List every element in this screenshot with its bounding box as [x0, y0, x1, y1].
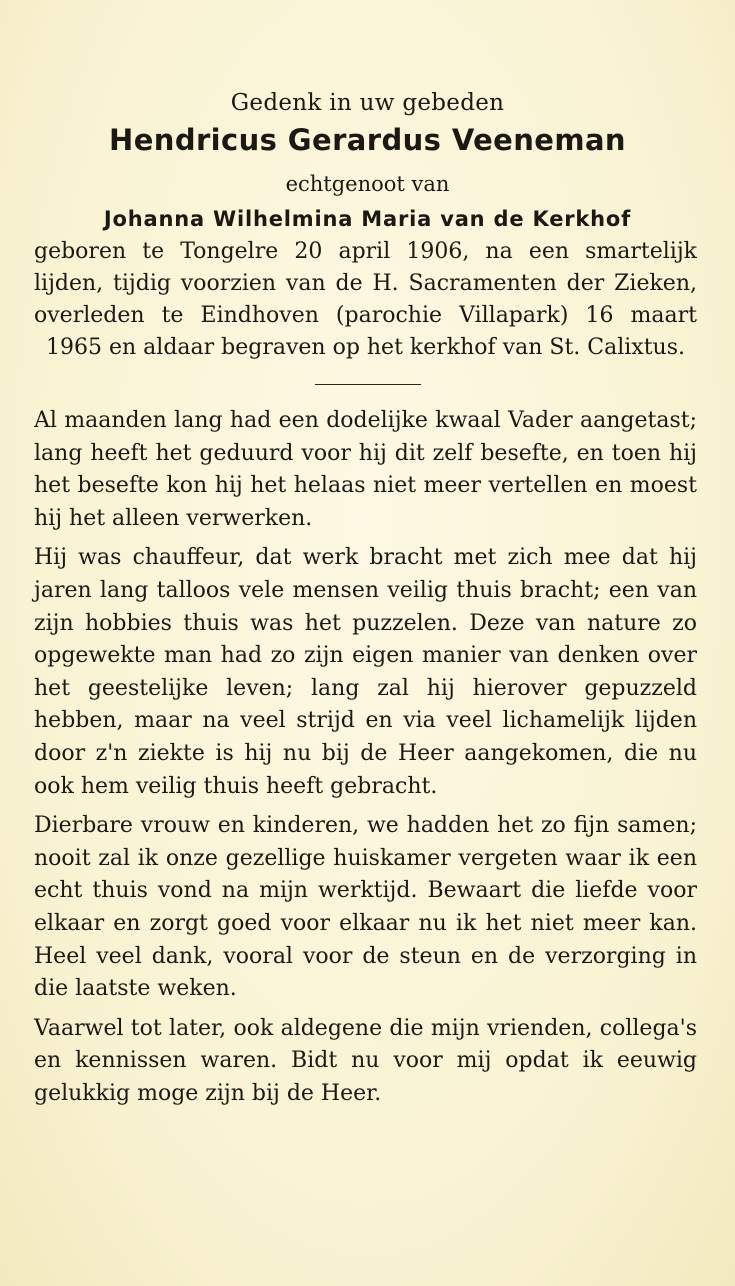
- spouse-name: Johanna Wilhelmina Maria van de Kerkhof: [103, 207, 632, 231]
- paragraph: Vaarwel tot later, ook aldegene die mijn vrienden, collega's en kennissen waren. Bidt nu voor mij opdat ik eeuwig gelukkig moge zijn bij de Heer.: [34, 1015, 697, 1106]
- spouse-label: echtgenoot van: [285, 172, 450, 196]
- life-details: geboren te Tongelre 20 april 1906, na een smartelijk lijden, tijdig voorzien van de H. Sacramenten der Zieken, overleden te Eindhoven (parochie Villapark) 16 maart 1965 en aldaar begraven op het kerkhof van St. Calixtus.: [34, 239, 697, 360]
- paragraph: Hij was chauffeur, dat werk bracht met zich mee dat hij jaren lang talloos vele mensen veilig thuis bracht; een van zijn hobbies thuis was het puzzelen. Deze van nature zo opgewekte man had zo zijn eigen manier van denken over het geestelijke leven; lang zal hij hierover gepuzzeld hebben, maar na veel strijd en via veel lichamelijk lijden door z'n ziekte is hij nu bij de Heer aangekomen, die nu ook hem veilig thuis heeft gebracht.: [34, 545, 697, 799]
- card-header: [0, 0, 735, 236]
- card-body: [34, 405, 697, 1110]
- divider: [315, 384, 421, 385]
- deceased-name: Hendricus Gerardus Veeneman: [109, 123, 626, 157]
- intro-line: Gedenk in uw gebeden: [230, 90, 505, 116]
- paragraph: Dierbare vrouw en kinderen, we hadden het zo fijn samen; nooit zal ik onze gezellige huiskamer vergeten waar ik een echt thuis vond na mijn werktijd. Bewaart die liefde voor elkaar en zorgt goed voor elkaar nu ik het niet meer kan. Heel veel dank, vooral voor de steun en de verzorging in die laatste weken.: [34, 813, 697, 1002]
- paragraph: Al maanden lang had een dodelijke kwaal Vader aangetast; lang heeft het geduurd voor hij dit zelf besefte, en toen hij het besefte kon hij het helaas niet meer vertellen en moest hij het alleen verwerken.: [34, 408, 697, 531]
